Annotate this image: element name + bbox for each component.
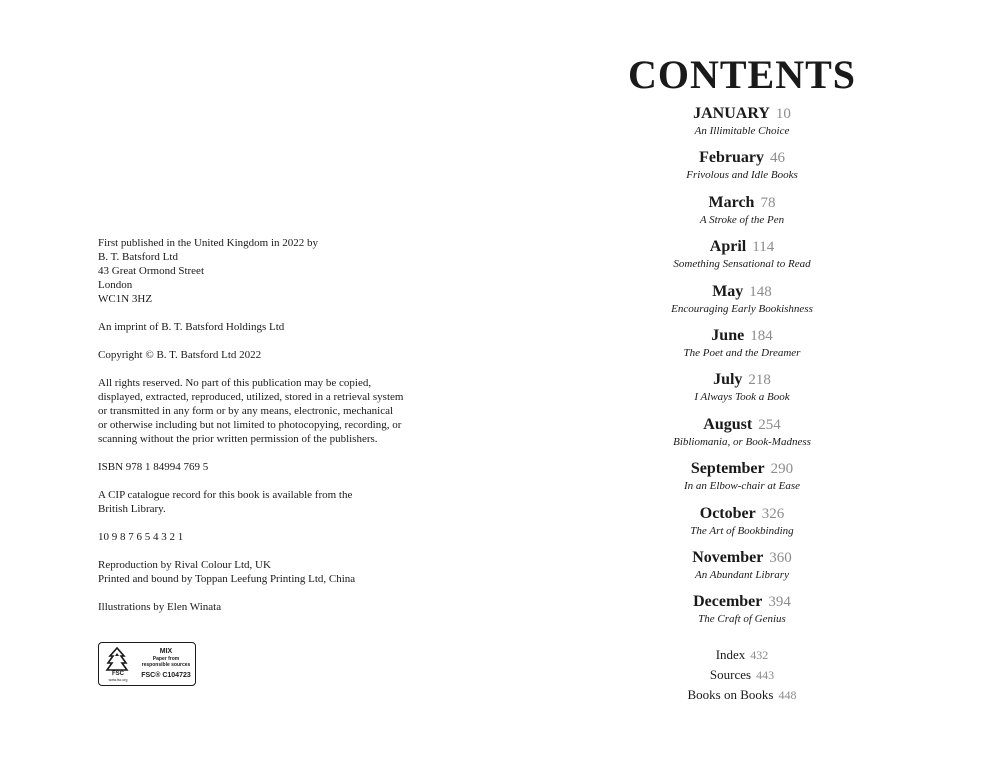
contents-entry-heading	[600, 148, 884, 168]
imprint-cip: A CIP catalogue record for this book is available from the British Library.	[98, 489, 353, 515]
chapter-month: May	[712, 282, 744, 300]
imprint-block	[98, 236, 438, 628]
chapter-month: October	[699, 504, 756, 522]
chapter-month: December	[693, 593, 763, 611]
chapter-month: June	[711, 326, 745, 344]
chapter-page-number: 394	[768, 594, 791, 611]
chapter-subtitle: I Always Took a Book	[694, 391, 790, 404]
contents-entry	[600, 370, 884, 414]
chapter-page-number: 46	[769, 150, 785, 167]
contents-entry-heading	[600, 592, 884, 612]
contents-entry	[600, 148, 884, 192]
chapter-month: February	[699, 149, 764, 167]
back-matter-page-number: 443	[756, 668, 775, 682]
contents-entry-heading	[600, 104, 884, 124]
chapter-month: April	[709, 238, 747, 256]
back-matter-list	[600, 645, 884, 705]
contents-entry-heading	[600, 282, 884, 302]
back-matter-page-number: 432	[750, 648, 769, 662]
chapter-month: JANUARY	[693, 105, 770, 122]
contents-entry	[600, 326, 884, 370]
chapter-subtitle: The Craft of Genius	[698, 613, 786, 626]
imprint-rights: All rights reserved. No part of this publication may be copied, displayed, extracted, reproduced, utilized, stored in a retrieval system or transmitted in any form or by any means, electronic, mechanical or otherwise including but not limited to photocopying, recording, or scanning without the prior written permission of the publishers.	[98, 377, 404, 445]
chapter-subtitle: An Illimitable Choice	[694, 125, 790, 137]
chapter-subtitle: Encouraging Early Bookishness	[671, 302, 813, 315]
imprint-reproduction: Reproduction by Rival Colour Ltd, UK Printed and bound by Toppan Leefung Printing Ltd, China	[98, 559, 356, 585]
chapter-subtitle: In an Elbow-chair at Ease	[683, 480, 801, 493]
contents-entry	[600, 459, 884, 503]
contents-entry	[600, 504, 884, 548]
chapter-month: November	[692, 548, 764, 566]
back-matter-label: Sources	[709, 667, 752, 682]
contents-entry-heading	[600, 237, 884, 257]
imprint-publisher-address: First published in the United Kingdom in 2022 by B. T. Batsford Ltd 43 Great Ormond Street London WC1N 3HZ	[98, 237, 318, 305]
back-matter-entry	[600, 665, 884, 685]
chapter-subtitle: Frivolous and Idle Books	[686, 169, 798, 182]
chapter-page-number: 326	[761, 505, 785, 522]
contents-list	[600, 104, 884, 637]
chapter-subtitle: An Abundant Library	[695, 568, 789, 581]
fsc-certification-badge	[98, 642, 196, 686]
back-matter-entry	[600, 685, 884, 705]
chapter-page-number: 184	[750, 327, 773, 344]
fsc-license-code: FSC® C104723	[141, 672, 191, 679]
chapter-month: July	[713, 371, 743, 389]
contents-entry	[600, 237, 884, 281]
contents-entry-heading	[600, 548, 884, 568]
contents-entry	[600, 104, 884, 148]
fsc-logo-text: FSC	[112, 671, 124, 677]
chapter-page-number: 218	[748, 372, 771, 389]
contents-entry-heading	[600, 193, 884, 213]
chapter-month: March	[708, 193, 755, 211]
contents-entry-heading	[600, 326, 884, 346]
fsc-mix-label: MIX	[159, 648, 173, 655]
imprint-illustrations: Illustrations by Elen Winata	[98, 601, 222, 613]
chapter-page-number: 254	[758, 416, 781, 433]
back-matter-entry	[600, 645, 884, 665]
imprint-holdings: An imprint of B. T. Batsford Holdings Ltd	[98, 321, 285, 333]
contents-entry	[600, 193, 884, 237]
fsc-logo-url: www.fsc.org	[108, 678, 128, 682]
contents-title: CONTENTS	[627, 52, 857, 97]
chapter-page-number: 148	[749, 283, 772, 300]
imprint-print-line: 10 9 8 7 6 5 4 3 2 1	[98, 531, 184, 543]
chapter-month: September	[690, 460, 765, 478]
contents-entry-heading	[600, 370, 884, 390]
contents-entry	[600, 282, 884, 326]
chapter-subtitle: A Stroke of the Pen	[699, 213, 785, 226]
chapter-page-number: 10	[775, 106, 791, 122]
contents-entry-heading	[600, 415, 884, 435]
chapter-subtitle: Something Sensational to Read	[673, 258, 811, 271]
contents-entry-heading	[600, 459, 884, 479]
chapter-page-number: 290	[770, 461, 794, 478]
fsc-description: Paper from responsible sources	[141, 656, 191, 668]
back-matter-label: Books on Books	[687, 687, 774, 702]
back-matter-label: Index	[715, 647, 746, 662]
contents-entry-heading	[600, 504, 884, 524]
chapter-page-number: 78	[760, 194, 776, 211]
chapter-subtitle: The Art of Bookbinding	[690, 524, 794, 537]
imprint-isbn: ISBN 978 1 84994 769 5	[98, 461, 209, 473]
back-matter-page-number: 448	[778, 688, 797, 702]
chapter-page-number: 114	[752, 239, 775, 256]
contents-entry	[600, 415, 884, 459]
chapter-month: August	[703, 415, 753, 433]
imprint-copyright: Copyright © B. T. Batsford Ltd 2022	[98, 349, 262, 361]
chapter-subtitle: The Poet and the Dreamer	[683, 346, 801, 359]
contents-entry	[600, 592, 884, 636]
chapter-subtitle: Bibliomania, or Book-Madness	[673, 435, 811, 448]
contents-entry	[600, 548, 884, 592]
chapter-page-number: 360	[769, 549, 792, 566]
